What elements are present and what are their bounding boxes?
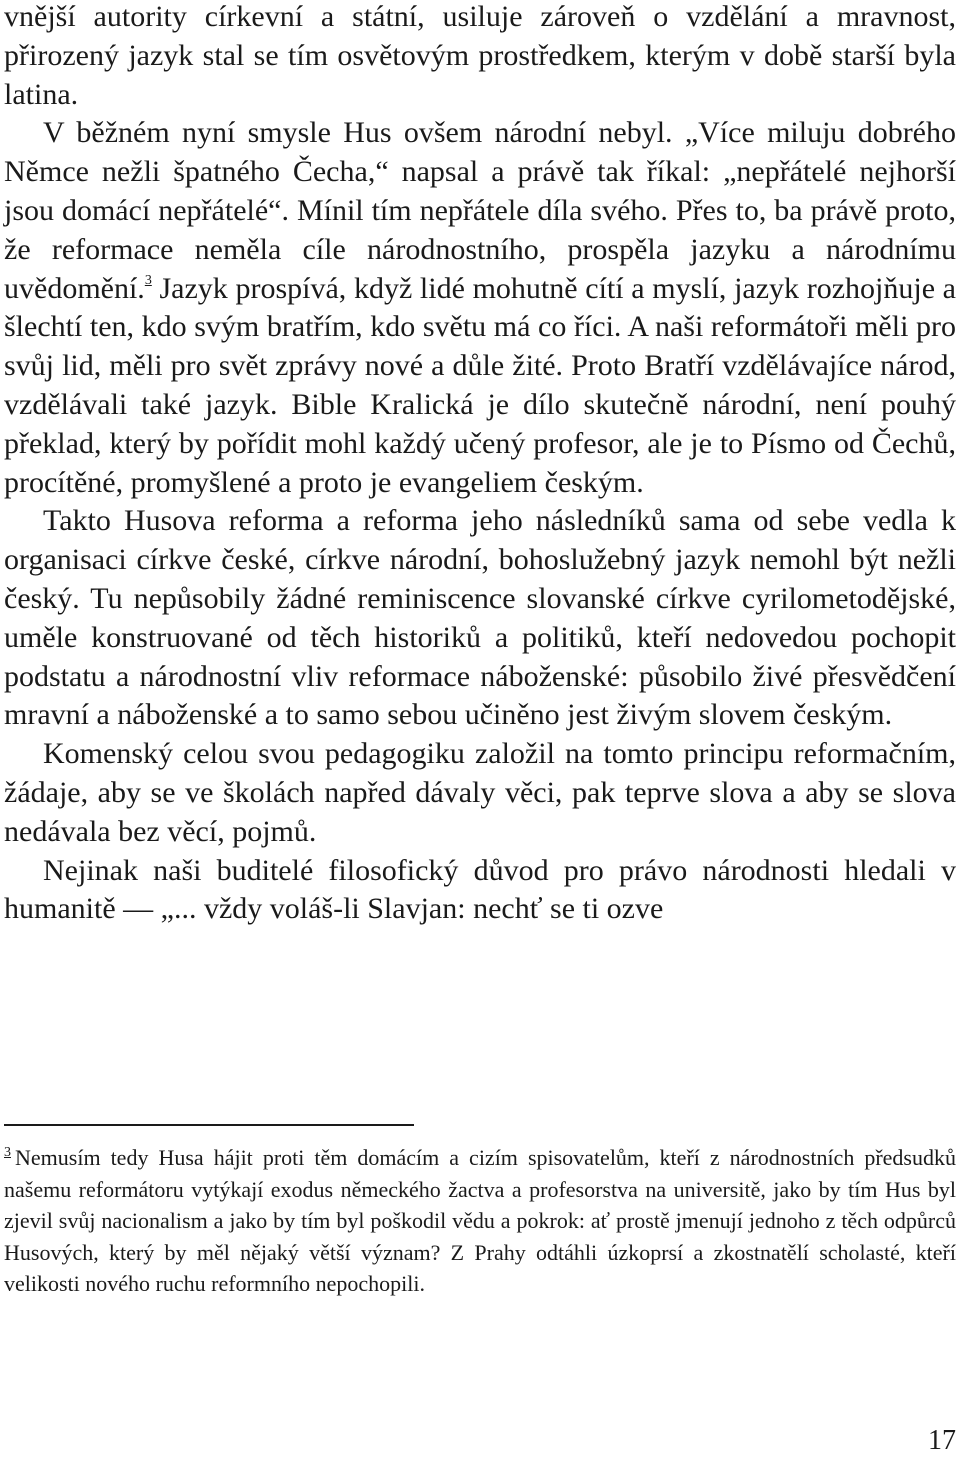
footnote-text: Nemusím tedy Husa hájit proti těm domácím a cizím spisovatelům, kteří z národnostních předsudků našemu reformátoru vytýkají exodus německého žactva a profesorstva na universitě, jako by tím Hus byl zjevil svůj nacionalism a jako by tím byl poškodil vědu a pokrok: ať prostě jmenují jednoho z těch odpůrců Husových, který by měl nějaký větší význam? Z Prahy odtáhli úzkoprsí a zkostnatělí scholasté, kteří velikosti nového ruchu reformního nepochopili. [4,1145,956,1296]
document-page [4,0,956,1456]
paragraph-jazyk-text: Jazyk prospívá, když lidé mohutně cítí a myslí, jazyk rozhojňuje a šlechtí ten, kdo svým bratřím, kdo světu má co říci. A naši reformátoři měli pro svůj lid, měli pro svět zprávy nové a důle žité. Proto Bratří vzdělávajíce národ, vzdělávali také jazyk. Bible Kralická je dílo skutečně národní, není pouhý překlad, který by pořídit mohl každý učený profesor, ale je to Písmo od Čechů, procítěné, promyšlené a proto je evangeliem českým. [4,271,956,499]
paragraph-komensky: Komenský celou svou pedagogiku založil na tomto principu reformačním, žádaje, aby se ve školách napřed dávaly věci, pak teprve slova a aby se slova nedávala bez věcí, pojmů. [4,737,956,848]
footnote-number: 3 [4,1145,11,1160]
footnote [4,1142,956,1300]
paragraph-buditele: Nejinak naši buditelé filosofický důvod pro právo národnosti hledali v humanitě — „... vždy voláš-li Slavjan: nechť se ti ozve [4,853,956,926]
body-text [4,0,956,929]
paragraph-hus [4,114,956,502]
page-number: 17 [928,1425,956,1456]
paragraph-hus-text: V běžném nyní smysle Hus ovšem národní nebyl. „Více miluju dobrého Němce nežli špatného Čecha,“ napsal a právě tak říkal: „nepřátelé nejhorší jsou domácí nepřátelé“. Mínil tím nepřátele díla svého. Přes to, ba právě proto, že reformace neměla cíle národnostního, prospěla jazyku a národnímu uvědomění. [4,116,956,305]
paragraph-husova-reforma: Takto Husova reforma a reforma jeho následníků sama od sebe vedla k organisaci církve české, církve národní, bohoslužebný jazyk nemohl být nežli český. Tu nepůsobily žádné reminiscence slovanské církve cyrilometodějské, uměle konstruované od těch historiků a politiků, kteří nedovedou pochopit podstatu a národnostní vliv reformace náboženské: působilo živé přesvědčení mravní a náboženské a to samo sebou učiněno jest živým slovem českým. [4,504,956,732]
footnote-reference[interactable]: 3 [144,272,152,288]
footnote-divider [4,1124,414,1126]
paragraph-continuation: vnější autority církevní a státní, usiluje zároveň o vzdělání a mravnost, přirozený jazyk stal se tím osvětovým prostředkem, kterým v době starší byla latina. [4,0,956,111]
